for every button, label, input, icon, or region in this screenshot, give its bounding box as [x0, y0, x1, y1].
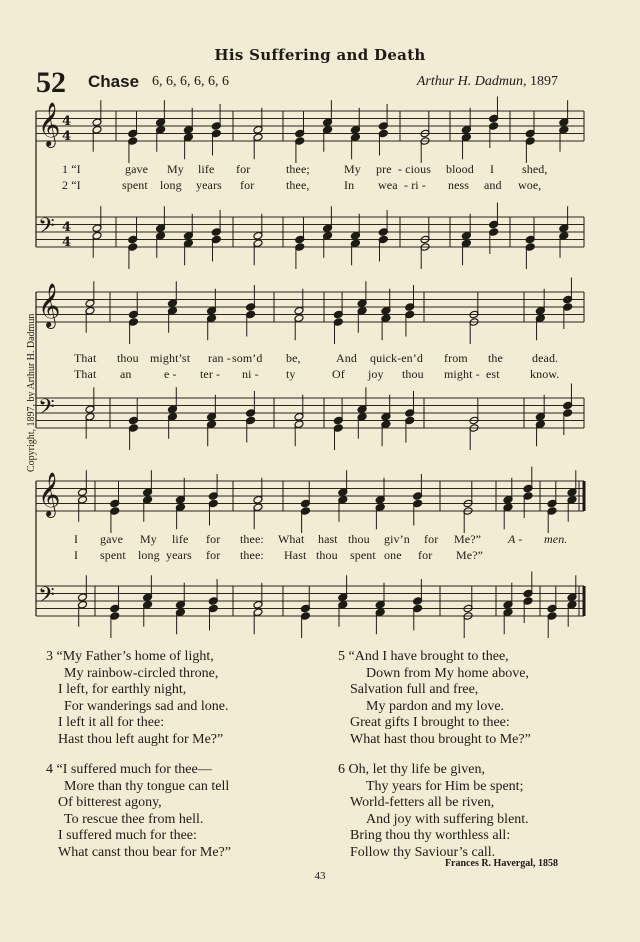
- stanza-line: My pardon and my love.: [366, 698, 505, 714]
- lyric-syllable: ter -: [200, 367, 221, 381]
- time-signature-icon: 4: [62, 235, 72, 250]
- stanza-line: Salvation full and free,: [350, 682, 479, 698]
- composer: Arthur H. Dadmun, 1897: [416, 74, 558, 89]
- lyric-syllable: A -: [508, 532, 523, 546]
- lyric-syllable: the: [488, 351, 503, 365]
- lyric-syllable: know.: [530, 367, 560, 381]
- lyric-syllable: Me?”: [454, 532, 482, 546]
- lyric-syllable: e -: [164, 367, 177, 381]
- lyric-syllable: I: [74, 532, 79, 546]
- lyric-syllable: I: [74, 548, 79, 562]
- lyric-syllable: life: [198, 162, 215, 176]
- lyric-syllable: pre: [376, 162, 392, 176]
- lyric-syllable: ness: [448, 178, 470, 192]
- lyric-syllable: dead.: [532, 351, 559, 365]
- lyric-syllable: men.: [544, 532, 568, 546]
- lyric-syllable: for: [206, 532, 221, 546]
- staff-group: [36, 467, 584, 534]
- copyright-notice: Copyright, 1897, by Arthur H. Dadmun: [26, 313, 37, 472]
- lyric-syllable: woe,: [518, 178, 542, 192]
- lyric-syllable: thou: [402, 367, 424, 381]
- lyric-syllable: spent: [350, 548, 376, 562]
- composer-name: Arthur H. Dadmun: [416, 74, 523, 89]
- time-signature-icon: 4: [62, 220, 72, 235]
- system-3-verse-2-lyrics: [0, 548, 640, 564]
- lyric-syllable: one: [384, 548, 402, 562]
- lyric-syllable: hast: [318, 532, 338, 546]
- lyric-syllable: might’st: [150, 351, 191, 365]
- lyric-syllable: joy: [368, 367, 384, 381]
- lyric-syllable: spent: [122, 178, 148, 192]
- lyric-syllable: 1 “I: [62, 162, 81, 176]
- stanza-line: 6 Oh, let thy life be given,: [338, 762, 485, 777]
- composer-year: 1897: [530, 74, 558, 89]
- system-1-verse-1-lyrics: [0, 162, 640, 178]
- stanza-line: More than thy tongue can tell: [64, 778, 230, 794]
- lyric-syllable: long: [160, 178, 182, 192]
- section-title: His Suffering and Death: [214, 46, 426, 64]
- lyric-syllable: blood: [446, 162, 474, 176]
- lyric-syllable: years: [166, 548, 192, 562]
- system-1-verse-2-lyrics: [0, 178, 640, 194]
- lyric-syllable: gave: [125, 162, 149, 176]
- system-2-verse-1-lyrics: [0, 351, 640, 367]
- lyric-syllable: quick-en’d: [370, 351, 423, 365]
- stanza-4: [46, 762, 231, 862]
- staff-group: [36, 97, 584, 164]
- lyric-syllable: My: [140, 532, 157, 546]
- lyric-syllable: and: [484, 178, 502, 192]
- lyric-syllable: be,: [286, 351, 301, 365]
- stanza-line: I suffered much for thee:: [58, 828, 197, 844]
- system-1-bass-staff: [0, 197, 640, 267]
- lyric-syllable: thou: [117, 351, 139, 365]
- lyric-syllable: giv’n: [384, 532, 410, 546]
- lyric-syllable: thee;: [286, 162, 310, 176]
- stanza-line: My rainbow-circled throne,: [64, 665, 219, 681]
- lyric-syllable: life: [172, 532, 189, 546]
- system-1-treble-staff: [0, 91, 640, 161]
- system-3-verse-1-lyrics: [0, 532, 640, 548]
- stanza-line: Thy years for Him be spent;: [366, 778, 524, 794]
- lyric-syllable: for: [418, 548, 433, 562]
- lyric-syllable: spent: [100, 548, 126, 562]
- treble-clef-icon: 𝄞: [38, 102, 61, 146]
- system-3-treble-staff: [0, 461, 640, 531]
- stanza-line: Bring thou thy worthless all:: [350, 828, 511, 844]
- lyric-syllable: I: [490, 162, 495, 176]
- staff-group: [36, 384, 584, 451]
- treble-clef-icon: 𝄞: [38, 283, 61, 327]
- stanza-line: I left it all for thee:: [58, 715, 165, 731]
- lyric-syllable: long: [138, 548, 160, 562]
- lyric-syllable: som’d: [232, 351, 263, 365]
- stanza-line: 3 “My Father’s home of light,: [46, 649, 214, 664]
- lyric-syllable: - ri -: [404, 178, 426, 192]
- lyric-syllable: years: [196, 178, 222, 192]
- lyric-syllable: thou: [316, 548, 338, 562]
- lyric-syllable: an: [120, 367, 132, 381]
- lyric-syllable: thee:: [240, 532, 264, 546]
- stanza-5: [338, 649, 531, 749]
- staff-group: [36, 572, 584, 639]
- lyric-syllable: ni -: [242, 367, 259, 381]
- lyric-syllable: What: [278, 532, 305, 546]
- lyric-syllable: thee,: [286, 178, 310, 192]
- system-2-bass-staff: [0, 378, 640, 448]
- stanza-line: To rescue thee from hell.: [64, 811, 204, 827]
- stanza-line: Hast thou left aught for Me?”: [58, 731, 224, 747]
- lyric-syllable: Of: [332, 367, 345, 381]
- lyric-syllable: ty: [286, 367, 296, 381]
- lyric-syllable: thee:: [240, 548, 264, 562]
- lyric-syllable: wea: [378, 178, 398, 192]
- meter: 6, 6, 6, 6, 6, 6: [152, 74, 229, 89]
- stanza-line: World-fetters all be riven,: [350, 795, 495, 811]
- time-signature-icon: 4: [62, 114, 72, 129]
- staff-group: [36, 278, 584, 345]
- lyric-syllable: thou: [348, 532, 370, 546]
- lyric-syllable: 2 “I: [62, 178, 81, 192]
- bass-clef-icon: 𝄢: [38, 214, 55, 244]
- system-3-bass-staff: [0, 566, 640, 636]
- lyric-syllable: My: [344, 162, 361, 176]
- lyric-syllable: for: [206, 548, 221, 562]
- system-2-treble-staff: [0, 272, 640, 342]
- stanza-line: 4 “I suffered much for thee—: [46, 762, 212, 777]
- lyric-syllable: That: [74, 367, 97, 381]
- time-signature-icon: 4: [62, 129, 72, 144]
- lyric-syllable: And: [336, 351, 357, 365]
- lyricist-credit: Frances R. Havergal, 1858: [444, 858, 558, 869]
- page-number: 43: [314, 870, 326, 882]
- stanza-6: [338, 762, 529, 862]
- stanza-line: I left, for earthly night,: [58, 682, 187, 698]
- lyric-syllable: for: [424, 532, 439, 546]
- lyric-syllable: shed,: [522, 162, 548, 176]
- stanza-line: What canst thou bear for Me?”: [58, 844, 231, 860]
- stanza-line: Of bitterest agony,: [58, 795, 162, 811]
- lyric-syllable: for: [240, 178, 255, 192]
- lyric-syllable: My: [167, 162, 184, 176]
- stanza-3: [46, 649, 228, 749]
- bass-clef-icon: 𝄢: [38, 583, 55, 613]
- lyric-syllable: Me?”: [456, 548, 484, 562]
- lyric-syllable: est: [486, 367, 500, 381]
- system-2-verse-2-lyrics: [0, 367, 640, 383]
- stanza-line: And joy with suffering blent.: [366, 811, 529, 827]
- lyric-syllable: might -: [444, 367, 480, 381]
- lyric-syllable: That: [74, 351, 97, 365]
- hymn-number: 52: [36, 66, 66, 99]
- lyric-syllable: for: [236, 162, 251, 176]
- stanza-line: Down from My home above,: [366, 665, 529, 681]
- lyric-syllable: from: [444, 351, 468, 365]
- tune-name: Chase: [88, 72, 140, 91]
- staff-group: [36, 203, 584, 270]
- lyric-syllable: Hast: [284, 548, 307, 562]
- stanza-line: 5 “And I have brought to thee,: [338, 649, 509, 664]
- stanza-line: Follow thy Saviour’s call.: [350, 844, 496, 860]
- treble-clef-icon: 𝄞: [38, 472, 61, 516]
- lyric-syllable: In: [344, 178, 355, 192]
- bass-clef-icon: 𝄢: [38, 395, 55, 425]
- stanza-line: Great gifts I brought to thee:: [350, 715, 510, 731]
- lyric-syllable: - cious: [398, 162, 432, 176]
- stanza-line: What hast thou brought to Me?”: [350, 731, 531, 747]
- stanza-line: For wanderings sad and lone.: [64, 698, 229, 714]
- lyric-syllable: ran -: [208, 351, 231, 365]
- lyric-syllable: gave: [100, 532, 124, 546]
